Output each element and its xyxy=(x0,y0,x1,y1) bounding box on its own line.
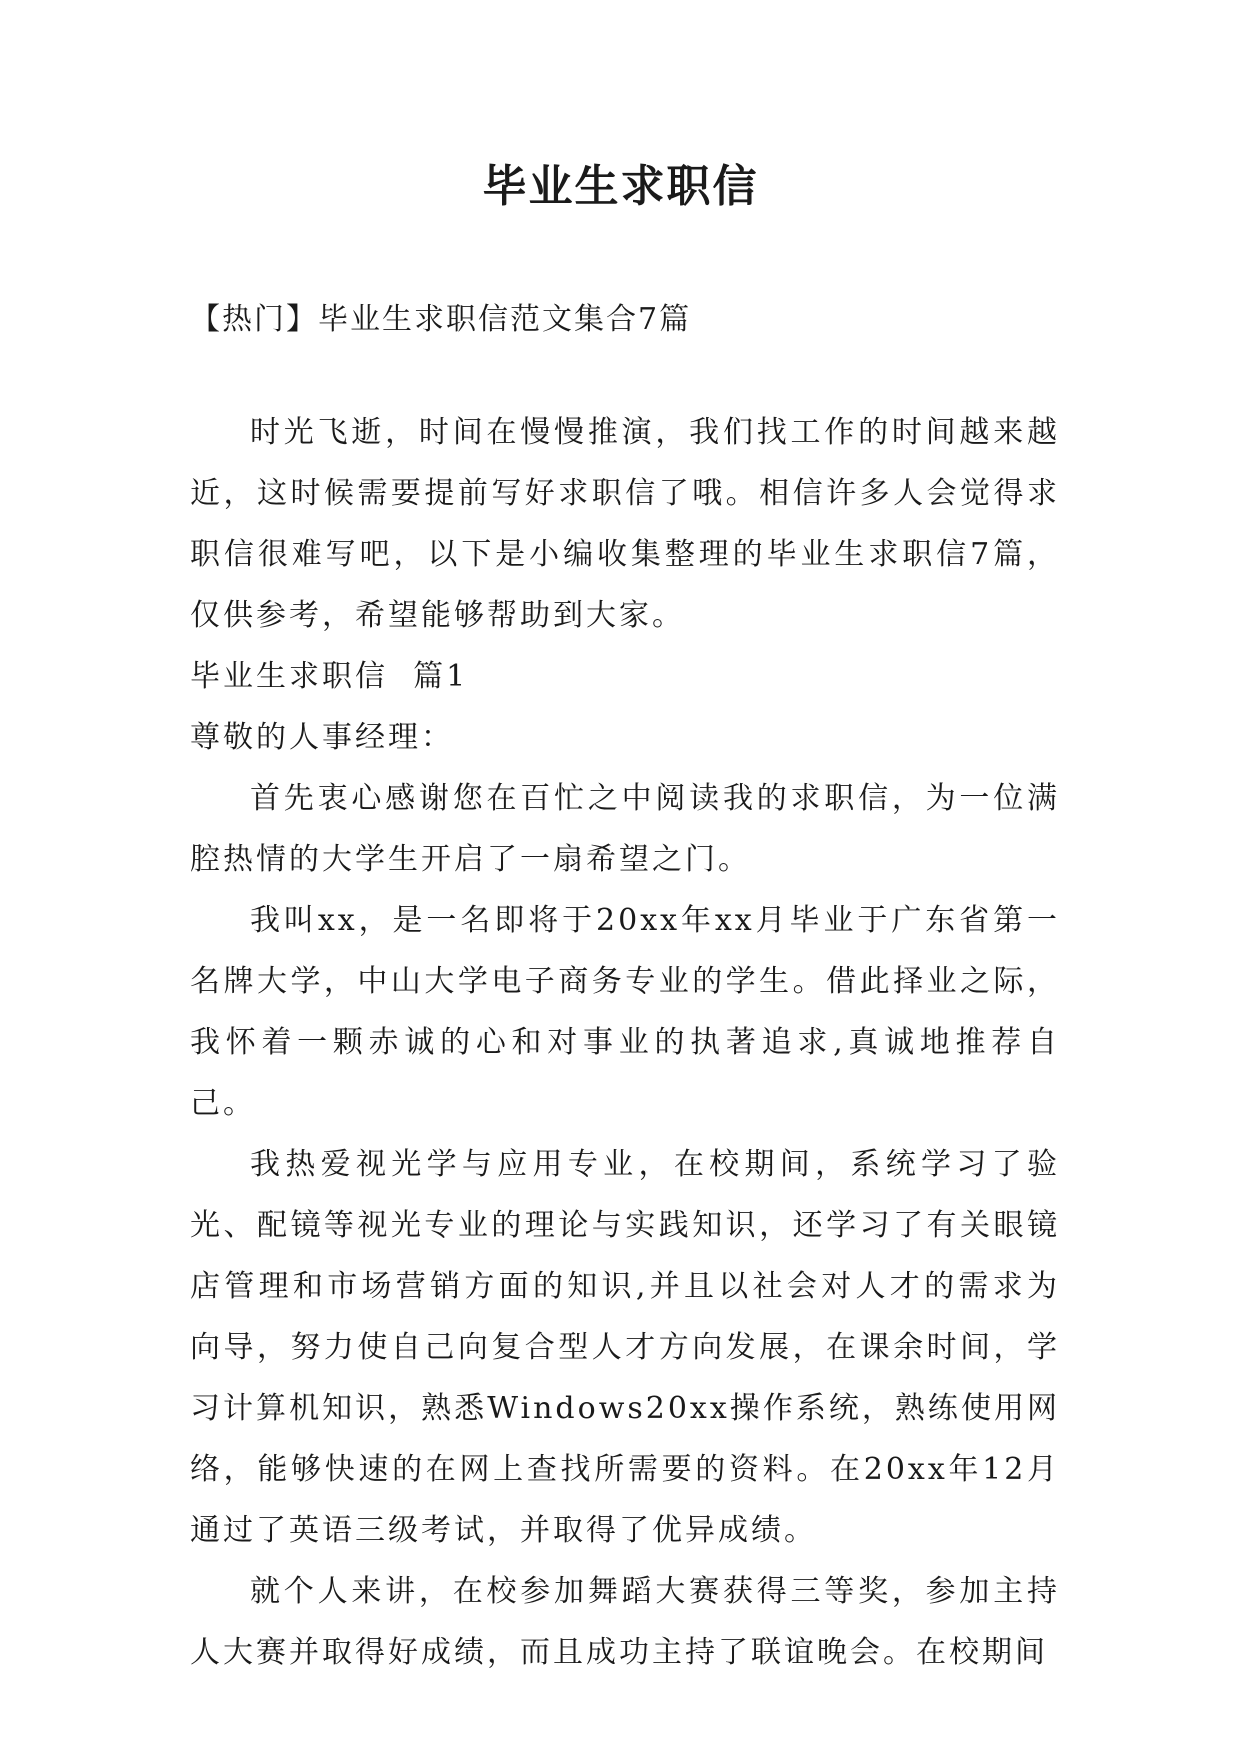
document-subtitle: 【热门】毕业生求职信范文集合7篇 xyxy=(190,302,692,337)
intro-paragraph: 时光飞逝，时间在慢慢推演，我们找工作的时间越来越近，这时候需要提前写好求职信了哦。相信许多人会觉得求职信很难写吧，以下是小编收集整理的毕业生求职信7篇，仅供参考，希望能够帮助到大家。 xyxy=(190,415,1060,633)
document-title: 毕业生求职信 xyxy=(482,161,759,212)
body-paragraph: 首先衷心感谢您在百忙之中阅读我的求职信，为一位满腔热情的大学生开启了一扇希望之门。 xyxy=(190,781,1060,877)
body-paragraph: 我叫xx，是一名即将于20xx年xx月毕业于广东省第一名牌大学，中山大学电子商务专业的学生。借此择业之际，我怀着一颗赤诚的心和对事业的执著追求,真诚地推荐自己。 xyxy=(190,903,1060,1121)
document-body xyxy=(190,402,1060,1683)
salutation: 尊敬的人事经理： xyxy=(190,720,454,755)
body-paragraph: 我热爱视光学与应用专业，在校期间，系统学习了验光、配镜等视光专业的理论与实践知识，还学习了有关眼镜店管理和市场营销方面的知识,并且以社会对人才的需求为向导，努力使自己向复合型人才方向发展，在课余时间，学习计算机知识，熟悉Windows20xx操作系统，熟练使用网络，能够快速的在网上查找所需要的资料。在20xx年12月通过了英语三级考试，并取得了优异成绩。 xyxy=(190,1147,1060,1548)
body-paragraph: 就个人来讲，在校参加舞蹈大赛获得三等奖，参加主持人大赛并取得好成绩，而且成功主持了联谊晚会。在校期间 xyxy=(190,1574,1060,1670)
section-heading: 毕业生求职信 篇1 xyxy=(190,659,469,694)
